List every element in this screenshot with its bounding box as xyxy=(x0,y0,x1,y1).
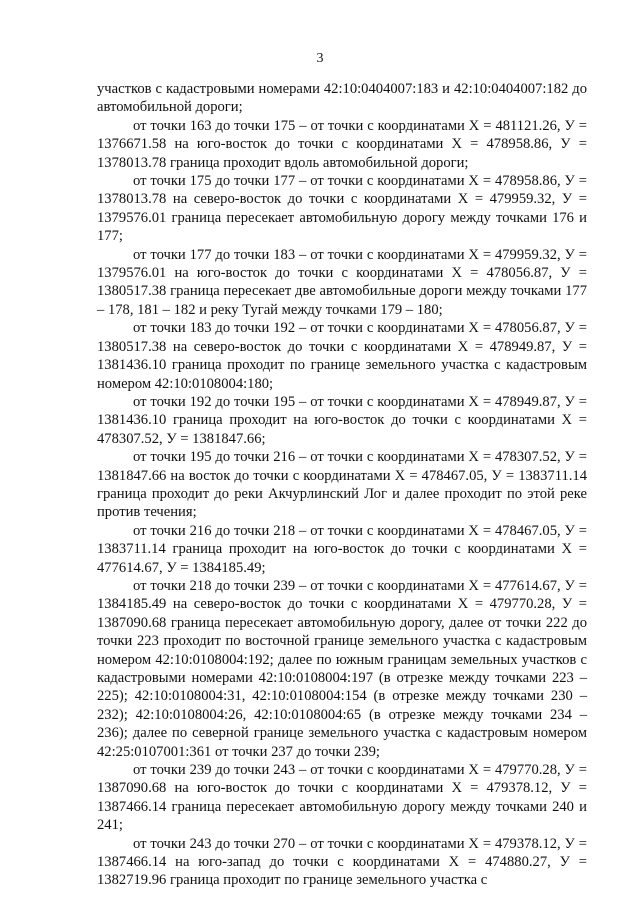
page-number: 3 xyxy=(316,51,324,66)
paragraph-10: от точки 239 до точки 243 – от точки с координатами X = 479770.28, У = 1387090.68 на юго-восток до точки с координатами X = 479378.12, У = 1387466.14 граница пересекает автомобильную дорогу между точками 240 и 241; xyxy=(97,762,587,834)
paragraph-4: от точки 177 до точки 183 – от точки с координатами X = 479959.32, У = 1379576.01 на юго-восток до точки с координатами X = 478056.87, У = 1380517.38 граница пересекает две автомобильные дороги между точками 177 – 178, 181 – 182 и реку Тугай между точками 179 – 180; xyxy=(97,246,587,318)
paragraph-1: участков с кадастровыми номерами 42:10:0404007:183 и 42:10:0404007:182 до автомобильной дороги; xyxy=(97,81,587,116)
paragraph-2: от точки 163 до точки 175 – от точки с координатами X = 481121.26, У = 1376671.58 на юго-восток до точки с координатами X = 478958.86, У = 1378013.78 граница проходит вдоль автомобильной дороги; xyxy=(97,117,587,171)
paragraph-3: от точки 175 до точки 177 – от точки с координатами X = 478958.86, У = 1378013.78 на северо-восток до точки с координатами X = 479959.32, У = 1379576.01 граница пересекает автомобильную дорогу между точками 176 и 177; xyxy=(97,173,587,245)
paragraph-7: от точки 195 до точки 216 – от точки с координатами X = 478307.52, У = 1381847.66 на восток до точки с координатами X = 478467.05, У = 1383711.14 граница проходит до реки Акчурлинский Лог и далее проходит по этой реке против течения; xyxy=(97,449,587,521)
paragraph-6: от точки 192 до точки 195 – от точки с координатами X = 478949.87, У = 1381436.10 граница проходит на юго-восток до точки с координатами X = 478307.52, У = 1381847.66; xyxy=(97,393,587,447)
paragraph-8: от точки 216 до точки 218 – от точки с координатами X = 478467.05, У = 1383711.14 граница проходит на юго-восток до точки с координатами X = 477614.67, У = 1384185.49; xyxy=(97,522,587,576)
document-body xyxy=(97,80,587,890)
paragraph-5: от точки 183 до точки 192 – от точки с координатами X = 478056.87, У = 1380517.38 на северо-восток до точки с координатами X = 478949.87, У = 1381436.10 граница проходит по границе земельного участка с кадастровым номером 42:10:0108004:180; xyxy=(97,320,587,392)
paragraph-9: от точки 218 до точки 239 – от точки с координатами X = 477614.67, У = 1384185.49 на северо-восток до точки с координатами X = 479770.28, У = 1387090.68 граница пересекает автомобильную дорогу, далее от точки 222 до точки 223 проходит по восточной границе земельного участка с кадастровым номером 42:10:0108004:192; далее по южным границам земельных участков с кадастровыми номерами 42:10:0108004:197 (в отрезке между точками 223 – 225); 42:10:0108004:31, 42:10:0108004:154 (в отрезке между точками 230 – 232); 42:10:0108004:26, 42:10:0108004:65 (в отрезке между точками 234 – 236); далее по северной границе земельного участка с кадастровым номером 42:25:0107001:361 от точки 237 до точки 239; xyxy=(97,577,587,760)
paragraph-11: от точки 243 до точки 270 – от точки с координатами X = 479378.12, У = 1387466.14 на юго-запад до точки с координатами X = 474880.27, У = 1382719.96 граница проходит по границе земельного участка с xyxy=(97,835,587,889)
